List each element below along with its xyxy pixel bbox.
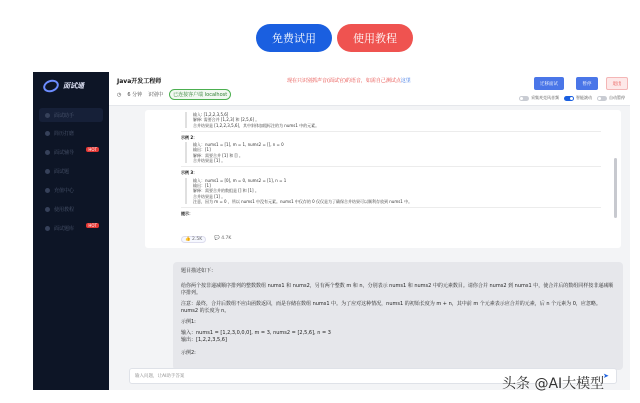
- app-window: [33, 72, 630, 390]
- tip-message: 现在只识别抓声音(面试官)的语音，如需自己测试点: [287, 78, 401, 84]
- sidebar-item-recharge[interactable]: [39, 183, 103, 197]
- problem-text: [181, 110, 601, 216]
- sidebar-item-coaching[interactable]: [39, 145, 103, 159]
- toggle-label: 自动暂停: [609, 95, 625, 100]
- mic-capture-toggle[interactable]: [519, 95, 559, 101]
- toggle-switch[interactable]: [519, 96, 529, 101]
- tutorial-button[interactable]: 使用教程: [337, 24, 413, 52]
- sidebar-item-resume[interactable]: [39, 126, 103, 140]
- migrate-interview-button[interactable]: 迁移面试: [534, 77, 564, 90]
- example-line: 解释: 需要合并 [1,2,3] 和 [2,5,6] 。: [193, 117, 260, 123]
- sidebar-item-tutorial[interactable]: [39, 202, 103, 216]
- thumbs-up-icon: 👍: [185, 237, 191, 242]
- answer-example-line: 输出：[1,2,2,3,5,6]: [181, 337, 227, 343]
- coaching-icon: [45, 150, 50, 155]
- sidebar-item-label: 使用教程: [54, 206, 75, 213]
- send-icon[interactable]: ➤: [603, 372, 609, 380]
- comment-icon: 💬: [214, 236, 220, 241]
- divider: [181, 166, 601, 167]
- example-line: 解释：需要合并的数组是 [] 和 [1] 。: [193, 188, 259, 194]
- free-trial-button[interactable]: 免费试用: [256, 24, 332, 52]
- recharge-icon: [45, 188, 50, 193]
- auto-pause-toggle[interactable]: [597, 95, 625, 101]
- questions-icon: [45, 169, 50, 174]
- toggle-label: 智能滚动: [576, 95, 592, 100]
- hint-title: 提示：: [181, 211, 193, 217]
- comment-count: 4.7K: [221, 236, 232, 241]
- session-meta: [117, 89, 231, 100]
- answer-paragraph: 注意：最终，合并后数组不应由函数返回，而是存储在数组 nums1 中。为了应对这种情况，nums1 的初始长度为 m + n，其中前 m 个元素表示应合并的元素，后 n 个元素为 0，应忽略。nums2 的长度为 n。: [181, 301, 601, 314]
- toggle-switch[interactable]: [597, 96, 607, 101]
- example-line: 合并结果是 [1,2,2,3,5,6]，其中斜体加粗标注的为 nums1 中的元素。: [193, 122, 320, 128]
- like-button[interactable]: [181, 236, 206, 243]
- hot-badge: HOT: [88, 147, 97, 152]
- tip-text: [287, 77, 411, 84]
- toggle-label: 采集麦克风音频: [531, 95, 559, 100]
- elapsed-time: 6 分钟: [127, 92, 143, 98]
- tutorial-icon: [45, 207, 50, 212]
- connection-badge: 已连接客户端 localhost: [169, 89, 231, 100]
- resume-icon: [45, 131, 50, 136]
- toggle-group: [519, 95, 625, 101]
- sidebar: [33, 72, 109, 390]
- question-bank-icon: [45, 226, 50, 231]
- example-line: 输出：[1]: [193, 147, 211, 153]
- answer-example-line: 输入：nums1 = [1,2,3,0,0,0], m = 3, nums2 = [2,5,6], n = 3: [181, 330, 331, 336]
- sidebar-item-label: 面试助手: [54, 112, 75, 119]
- panel-footer: [181, 236, 231, 243]
- pause-button[interactable]: 暂停: [576, 77, 598, 90]
- header: [109, 72, 630, 106]
- sidebar-item-label: 面试辅导: [54, 149, 75, 156]
- sidebar-item-label: 简历打磨: [54, 130, 75, 137]
- example-line: 输入: [1,2,2,3,5,6]: [193, 112, 229, 117]
- example-1-block: [185, 112, 601, 128]
- example-2-title: 示例 2：: [181, 134, 198, 140]
- example-line: 合并结果是 [1] 。: [193, 158, 226, 164]
- like-count: 2.5K: [192, 237, 203, 242]
- job-title: Java开发工程师: [117, 78, 162, 85]
- problem-panel: [145, 110, 621, 248]
- status-indicator: 识别中: [148, 92, 164, 98]
- tip-link[interactable]: 这里: [400, 78, 411, 84]
- sidebar-item-questions[interactable]: [39, 164, 103, 178]
- divider: [181, 207, 601, 208]
- sidebar-item-label: 充值中心: [54, 187, 75, 194]
- answer-example-title: 示例1:: [181, 319, 196, 325]
- sidebar-item-question-bank[interactable]: [39, 221, 103, 235]
- sidebar-item-label: 面试题库: [54, 225, 75, 232]
- sidebar-item-label: 面试题: [54, 168, 70, 175]
- panel-scrollbar[interactable]: [614, 158, 617, 218]
- logo-icon: [41, 78, 60, 95]
- exit-button[interactable]: 退出: [606, 77, 628, 90]
- logo-text: 面试通: [63, 82, 84, 90]
- answer-heading: 题目描述如下：: [181, 268, 217, 274]
- clock-icon: ◷: [117, 91, 122, 98]
- answer-bubble: [173, 262, 623, 370]
- example-line: 输入：nums1 = [1], m = 1, nums2 = [], n = 0: [193, 142, 284, 148]
- example-3-title: 示例 3：: [181, 170, 198, 176]
- assistant-icon: [45, 113, 50, 118]
- answer-paragraph: 给你两个按非递减顺序排列的整数数组 nums1 和 nums2，另有两个整数 m 和 n，分别表示 nums1 和 nums2 中的元素数目。请你合并 nums2 到 nums1 中，使合并后的数组同样按非递减顺序排列。: [181, 283, 614, 296]
- comment-button[interactable]: [214, 236, 231, 243]
- example-line: 输入：nums1 = [0], m = 0, nums2 = [1], n = 1: [193, 177, 287, 183]
- hot-badge: HOT: [88, 223, 97, 228]
- answer-example-title: 示例2:: [181, 350, 196, 356]
- smart-scroll-toggle[interactable]: [564, 95, 592, 101]
- example-line: 输出：[1]: [193, 182, 211, 188]
- example-line: 注意，因为 m = 0 ，所以 nums1 中没有元素。nums1 中仅存的 0 仅仅是为了确保合并结果可以顺利存放到 nums1 中。: [193, 198, 413, 204]
- example-line: 合并结果是 [1] 。: [193, 193, 226, 199]
- example-3-block: [185, 178, 601, 204]
- logo: [43, 80, 84, 92]
- divider: [181, 131, 601, 132]
- example-2-block: [185, 142, 601, 163]
- toggle-switch[interactable]: [564, 96, 574, 101]
- example-line: 解释：需要合并 [1] 和 [] 。: [193, 152, 243, 158]
- watermark: 头条 @AI大模型: [502, 376, 605, 392]
- top-button-bar: [0, 24, 640, 54]
- input-placeholder: 输入问题，让AI助手答案: [135, 374, 185, 379]
- sidebar-item-interview-assistant[interactable]: [39, 108, 103, 122]
